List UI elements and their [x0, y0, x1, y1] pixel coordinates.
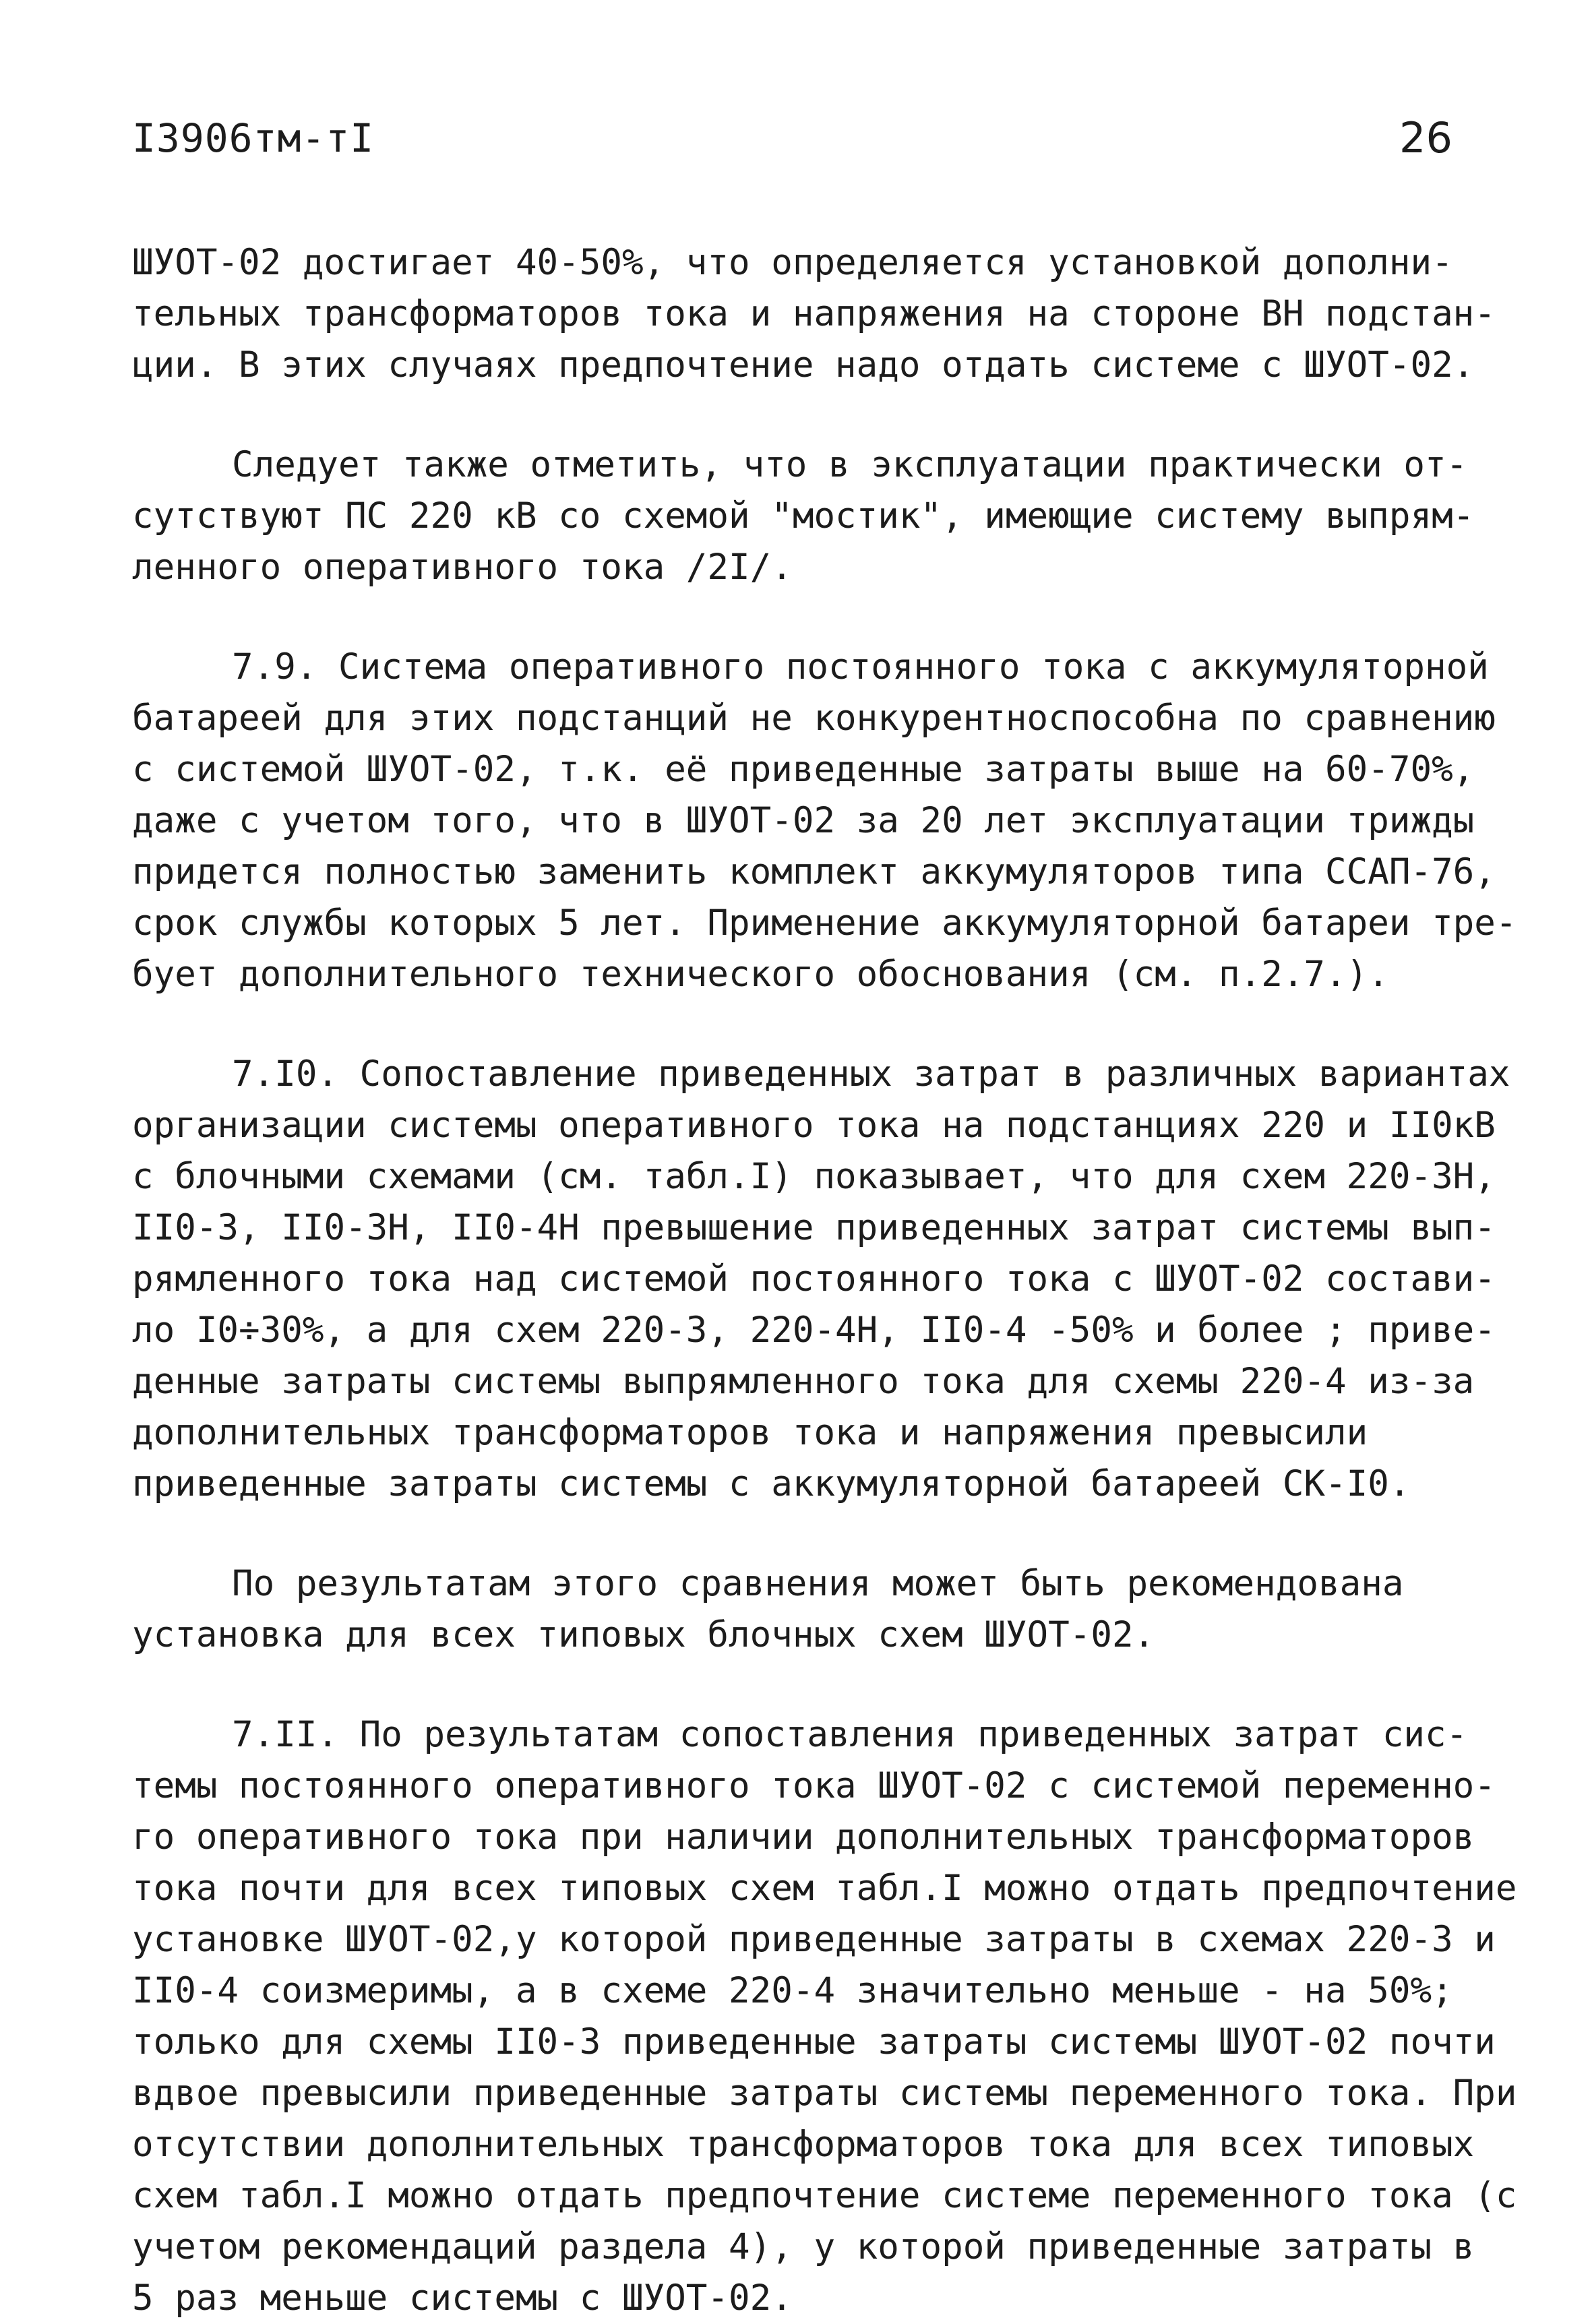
text-line: придется полностью заменить комплект аккумуляторов типа ССАП-76, [132, 851, 1496, 892]
text-line: схем табл.I можно отдать предпочтение системе переменного тока (с [132, 2175, 1517, 2216]
text-line: бует дополнительного технического обоснования (см. п.2.7.). [132, 954, 1389, 995]
text-line: темы постоянного оперативного тока ШУОТ-02 с системой переменно- [132, 1765, 1496, 1806]
paragraph-7-9 [132, 642, 1517, 1000]
page-number: 26 [1399, 113, 1452, 162]
text-line: 5 раз меньше системы с ШУОТ-02. [132, 2277, 793, 2319]
text-line: денные затраты системы выпрямленного тока для схемы 220-4 из-за [132, 1361, 1475, 1402]
text-line: По результатам этого сравнения может быть рекомендована [232, 1563, 1404, 1604]
text-line: вдвое превысили приведенные затраты системы переменного тока. При [132, 2073, 1517, 2114]
text-line: даже с учетом того, что в ШУОТ-02 за 20 лет эксплуатации трижды [132, 800, 1475, 841]
text-line: организации системы оперативного тока на подстанциях 220 и II0кВ [132, 1105, 1496, 1146]
text-line: ло I0÷30%, а для схем 220-3, 220-4Н, II0-4 -50% и более ; приве- [132, 1310, 1496, 1351]
text-line: дополнительных трансформаторов тока и напряжения превысили [132, 1412, 1368, 1453]
text-line: тельных трансформаторов тока и напряжения на стороне ВН подстан- [132, 293, 1496, 334]
text-line: отсутствии дополнительных трансформаторов тока для всех типовых [132, 2124, 1475, 2165]
body-text [132, 237, 1517, 2324]
text-line: учетом рекомендаций раздела 4), у которой приведенные затраты в [132, 2226, 1475, 2267]
paragraph-7-11 [132, 1709, 1517, 2324]
text-line: II0-4 соизмеримы, а в схеме 220-4 значительно меньше - на 50%; [132, 1970, 1453, 2011]
document-code: I3906тм-тI [132, 115, 375, 161]
text-line: II0-3, II0-3Н, II0-4Н превышение приведенных затрат системы вып- [132, 1207, 1496, 1248]
text-line: 7.9. Система оперативного постоянного тока с аккумуляторной [232, 646, 1489, 687]
text-line: ции. В этих случаях предпочтение надо отдать системе с ШУОТ-02. [132, 344, 1475, 386]
text-line: тока почти для всех типовых схем табл.I можно отдать предпочтение [132, 1868, 1517, 1909]
text-line: срок службы которых 5 лет. Применение аккумуляторной батареи тре- [132, 903, 1517, 944]
paragraph-1 [132, 237, 1494, 391]
text-line: приведенные затраты системы с аккумуляторной батареей СК-I0. [132, 1463, 1411, 1504]
paragraph-2 [132, 439, 1494, 593]
text-line: Следует также отметить, что в эксплуатации практически от- [232, 444, 1468, 485]
text-line: ШУОТ-02 достигает 40-50%, что определяется установкой дополни- [132, 242, 1453, 283]
paragraph-7-10 [132, 1049, 1510, 1510]
text-line: рямленного тока над системой постоянного тока с ШУОТ-02 состави- [132, 1258, 1496, 1299]
text-line: 7.II. По результатам сопоставления приведенных затрат сис- [232, 1714, 1468, 1755]
text-line: сутствуют ПС 220 кВ со схемой "мостик", имеющие систему выпрям- [132, 495, 1475, 537]
text-line: ленного оперативного тока /2I/. [132, 547, 793, 588]
text-line: установке ШУОТ-02,у которой приведенные затраты в схемах 220-3 и [132, 1919, 1496, 1960]
paragraph-recommendation [132, 1558, 1494, 1661]
text-line: с системой ШУОТ-02, т.к. её приведенные затраты выше на 60-70%, [132, 749, 1475, 790]
text-line: с блочными схемами (см. табл.I) показывает, что для схем 220-3Н, [132, 1156, 1496, 1197]
text-line: батареей для этих подстанций не конкурентноспособна по сравнению [132, 698, 1496, 739]
text-line: го оперативного тока при наличии дополнительных трансформаторов [132, 1816, 1475, 1858]
text-line: 7.I0. Сопоставление приведенных затрат в различных вариантах [232, 1053, 1510, 1095]
text-line: установка для всех типовых блочных схем ШУОТ-02. [132, 1614, 1155, 1655]
text-line: только для схемы II0-3 приведенные затраты системы ШУОТ-02 почти [132, 2021, 1496, 2062]
